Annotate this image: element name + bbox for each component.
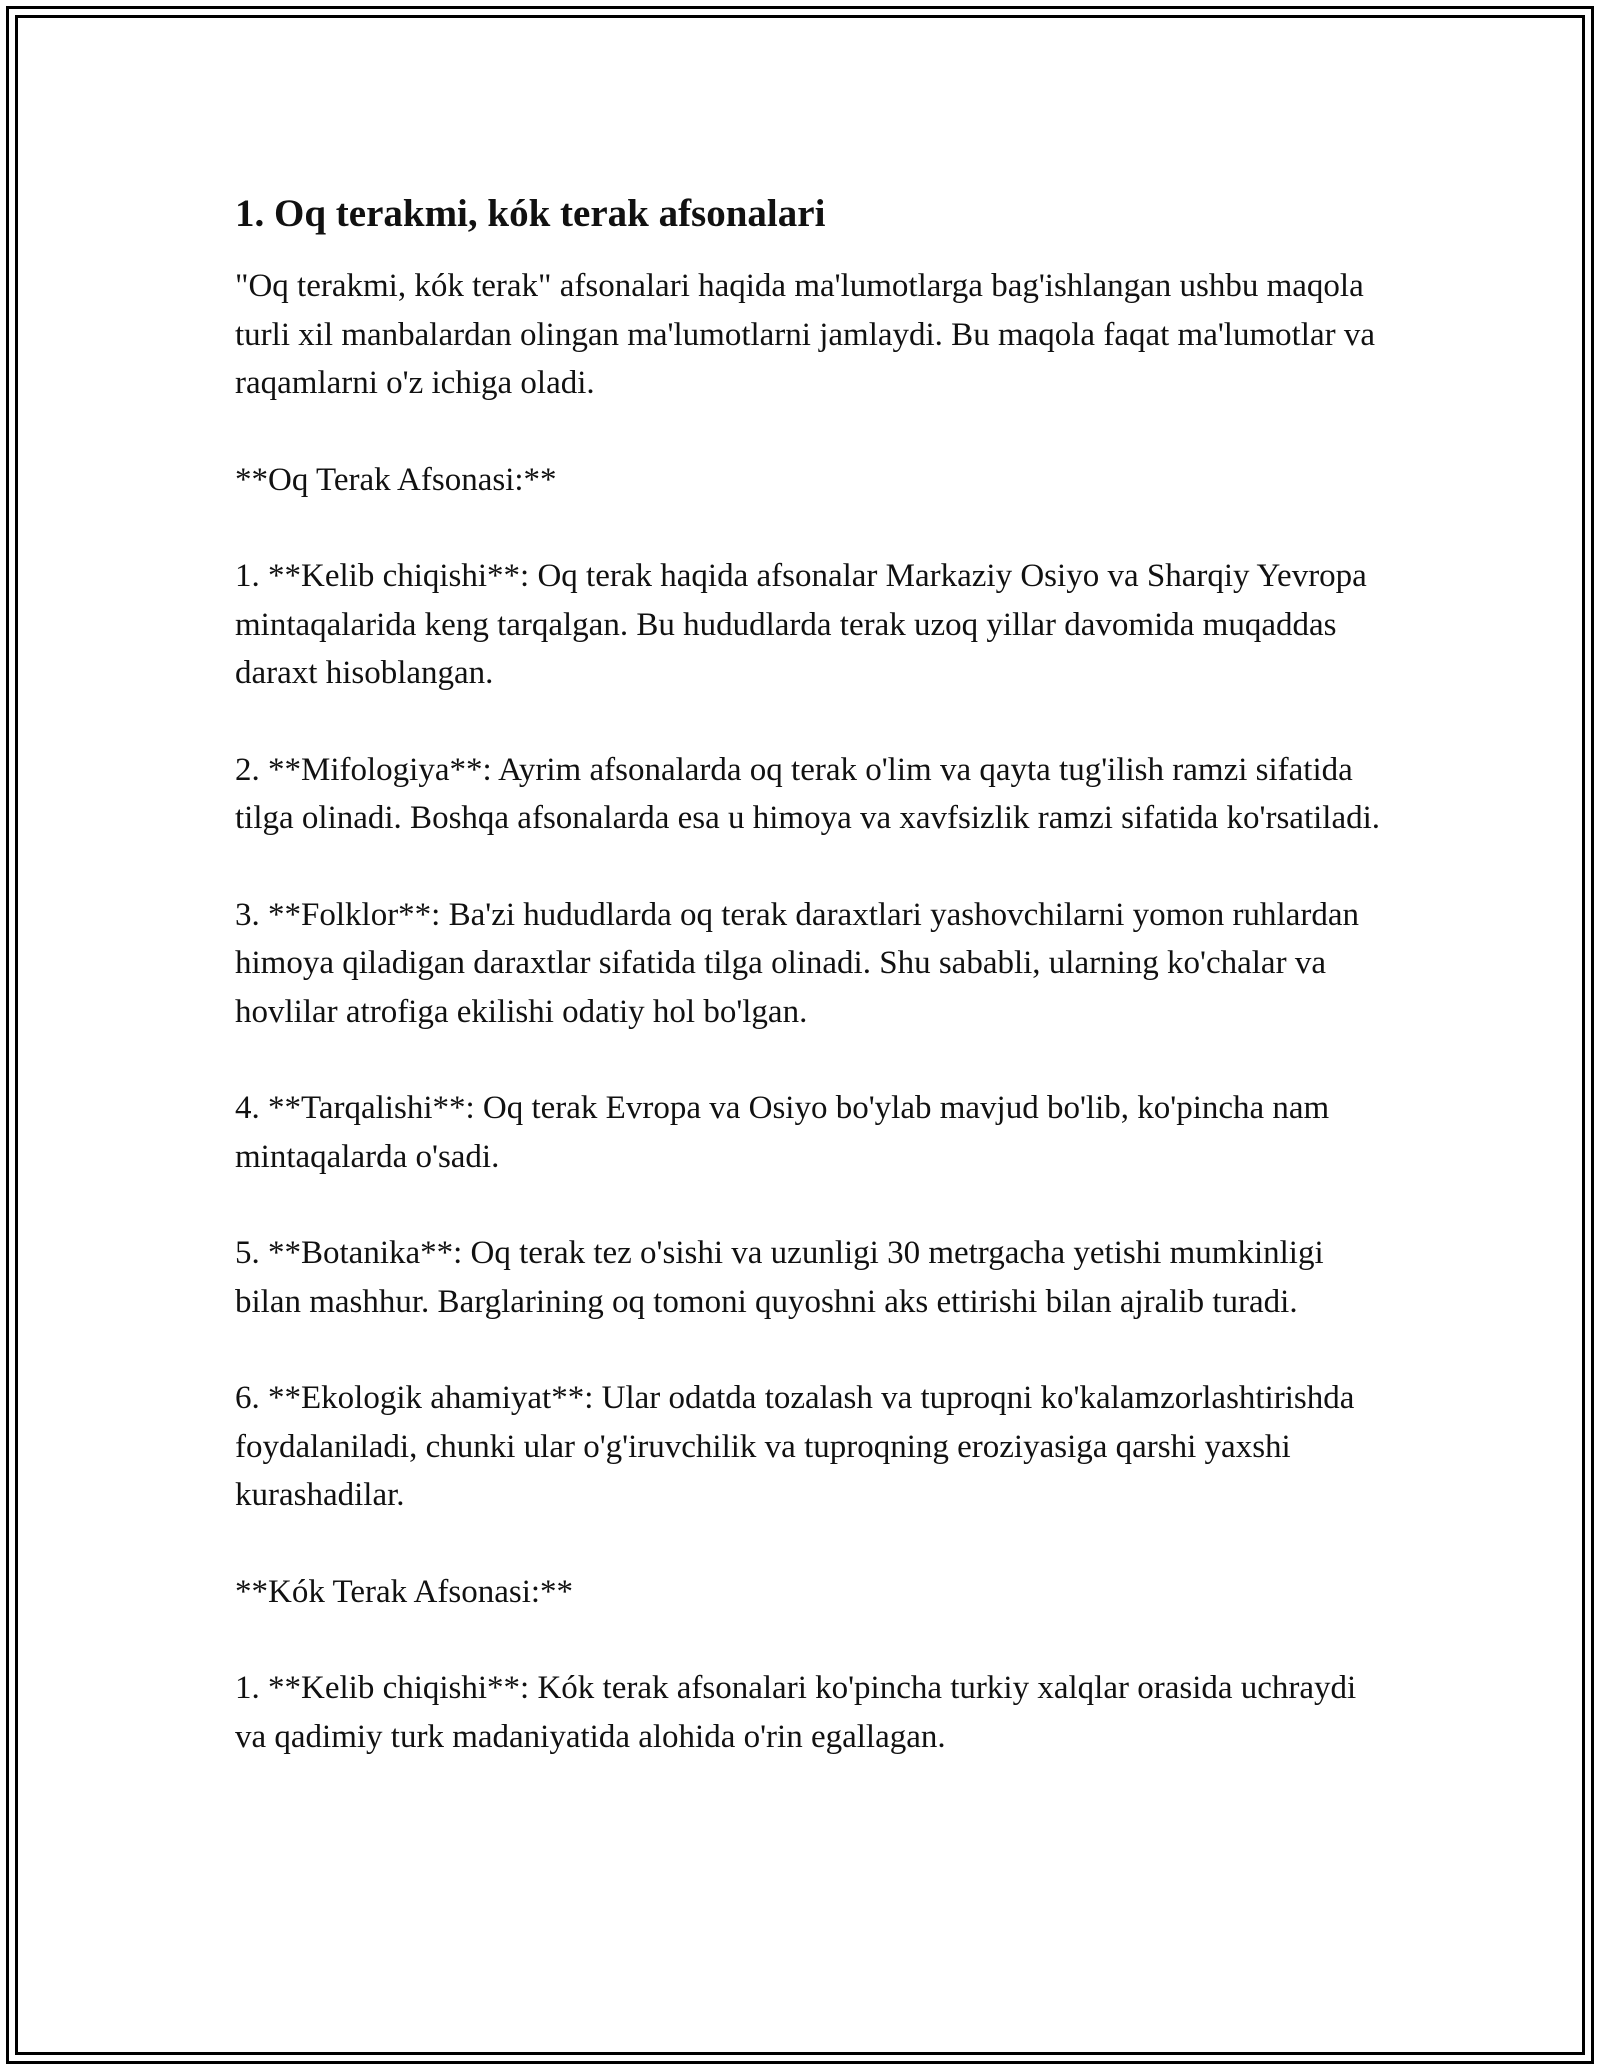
list-item-ekologik-ahamiyat: 6. **Ekologik ahamiyat**: Ular odatda tozalash va tuproqni ko'kalamzorlashtirishda foydalaniladi, chunki ular o'g'iruvchilik va tuproqning eroziyasiga qarshi yaxshi kurashadilar.	[235, 1380, 1355, 1513]
list-item-kelib-chiqishi: 1. **Kelib chiqishi**: Oq terak haqida afsonalar Markaziy Osiyo va Sharqiy Yevropa mintaqalarida keng tarqalgan. Bu hududlarda terak uzoq yillar davomida muqaddas daraxt hisoblangan.	[235, 558, 1367, 691]
document-title: 1. Oq terakmi, kók terak afsonalari	[235, 192, 826, 235]
list-item-mifologiya: 2. **Mifologiya**: Ayrim afsonalarda oq terak o'lim va qayta tug'ilish ramzi sifatida tilga olinadi. Boshqa afsonalarda esa u himoya va xavfsizlik ramzi sifatida ko'rsatiladi.	[235, 751, 1381, 836]
section-heading-oq-terak: **Oq Terak Afsonasi:**	[235, 461, 557, 498]
list-item-botanika: 5. **Botanika**: Oq terak tez o'sishi va uzunligi 30 metrgacha yetishi mumkinligi bilan mashhur. Barglarining oq tomoni quyoshni aks ettirishi bilan ajralib turadi.	[235, 1235, 1324, 1320]
document-body	[235, 188, 1395, 1809]
list-item-folklor: 3. **Folklor**: Ba'zi hududlarda oq terak daraxtlari yashovchilarni yomon ruhlardan himoya qiladigan daraxtlar sifatida tilga olinadi. Shu sababli, ularning ko'chalar va hovlilar atrofiga ekilishi odatiy hol bo'lgan.	[235, 896, 1359, 1030]
section-heading-kok-terak: **Kók Terak Afsonasi:**	[235, 1573, 574, 1610]
list-item-kok-kelib-chiqishi: 1. **Kelib chiqishi**: Kók terak afsonalari ko'pincha turkiy xalqlar orasida uchraydi va qadimiy turk madaniyatida alohida o'rin egallagan.	[235, 1670, 1357, 1755]
list-item-tarqalishi: 4. **Tarqalishi**: Oq terak Evropa va Osiyo bo'ylab mavjud bo'lib, ko'pincha nam mintaqalarda o'sadi.	[235, 1090, 1330, 1175]
intro-paragraph: "Oq terakmi, kók terak" afsonalari haqida ma'lumotlarga bag'ishlangan ushbu maqola turli xil manbalardan olingan ma'lumotlarni jamlaydi. Bu maqola faqat ma'lumotlar va raqamlarni o'z ichiga oladi.	[235, 268, 1375, 401]
